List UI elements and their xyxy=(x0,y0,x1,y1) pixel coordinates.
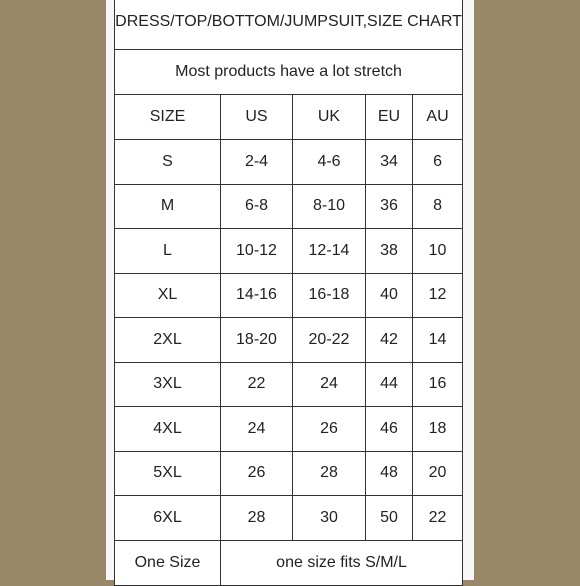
cell-size: M xyxy=(115,184,221,229)
cell-uk: 24 xyxy=(293,362,366,407)
size-chart-table xyxy=(114,0,463,586)
one-size-value: one size fits S/M/L xyxy=(221,540,463,585)
cell-us: 14-16 xyxy=(221,273,293,318)
cell-eu: 50 xyxy=(366,496,413,541)
cell-eu: 48 xyxy=(366,451,413,496)
stretch-note: Most products have a lot stretch xyxy=(115,50,463,95)
header-row xyxy=(115,95,463,140)
cell-eu: 38 xyxy=(366,229,413,274)
cell-eu: 46 xyxy=(366,407,413,452)
table-row xyxy=(115,496,463,541)
cell-us: 26 xyxy=(221,451,293,496)
cell-au: 22 xyxy=(413,496,463,541)
table-row xyxy=(115,451,463,496)
title-row xyxy=(115,0,463,50)
header-uk: UK xyxy=(293,95,366,140)
cell-au: 16 xyxy=(413,362,463,407)
cell-au: 14 xyxy=(413,318,463,363)
cell-uk: 26 xyxy=(293,407,366,452)
header-eu: EU xyxy=(366,95,413,140)
cell-us: 18-20 xyxy=(221,318,293,363)
cell-uk: 30 xyxy=(293,496,366,541)
cell-au: 6 xyxy=(413,140,463,185)
cell-uk: 4-6 xyxy=(293,140,366,185)
one-size-label: One Size xyxy=(115,540,221,585)
header-au: AU xyxy=(413,95,463,140)
cell-uk: 20-22 xyxy=(293,318,366,363)
table-row xyxy=(115,362,463,407)
table-row xyxy=(115,407,463,452)
cell-eu: 44 xyxy=(366,362,413,407)
header-size: SIZE xyxy=(115,95,221,140)
cell-us: 22 xyxy=(221,362,293,407)
cell-size: 2XL xyxy=(115,318,221,363)
table-row xyxy=(115,184,463,229)
cell-size: L xyxy=(115,229,221,274)
cell-uk: 28 xyxy=(293,451,366,496)
table-row xyxy=(115,318,463,363)
cell-eu: 40 xyxy=(366,273,413,318)
cell-size: 5XL xyxy=(115,451,221,496)
cell-eu: 42 xyxy=(366,318,413,363)
cell-us: 24 xyxy=(221,407,293,452)
cell-au: 20 xyxy=(413,451,463,496)
cell-size: S xyxy=(115,140,221,185)
cell-size: 3XL xyxy=(115,362,221,407)
cell-size: XL xyxy=(115,273,221,318)
note-row xyxy=(115,50,463,95)
one-size-row xyxy=(115,540,463,585)
cell-au: 10 xyxy=(413,229,463,274)
table-row xyxy=(115,229,463,274)
cell-size: 4XL xyxy=(115,407,221,452)
cell-eu: 34 xyxy=(366,140,413,185)
cell-us: 6-8 xyxy=(221,184,293,229)
cell-au: 18 xyxy=(413,407,463,452)
cell-us: 2-4 xyxy=(221,140,293,185)
cell-uk: 12-14 xyxy=(293,229,366,274)
cell-us: 10-12 xyxy=(221,229,293,274)
cell-au: 8 xyxy=(413,184,463,229)
cell-uk: 8-10 xyxy=(293,184,366,229)
chart-title: DRESS/TOP/BOTTOM/JUMPSUIT,SIZE CHART xyxy=(115,0,463,50)
cell-au: 12 xyxy=(413,273,463,318)
cell-us: 28 xyxy=(221,496,293,541)
cell-uk: 16-18 xyxy=(293,273,366,318)
header-us: US xyxy=(221,95,293,140)
table-row xyxy=(115,273,463,318)
cell-size: 6XL xyxy=(115,496,221,541)
cell-eu: 36 xyxy=(366,184,413,229)
table-row xyxy=(115,140,463,185)
